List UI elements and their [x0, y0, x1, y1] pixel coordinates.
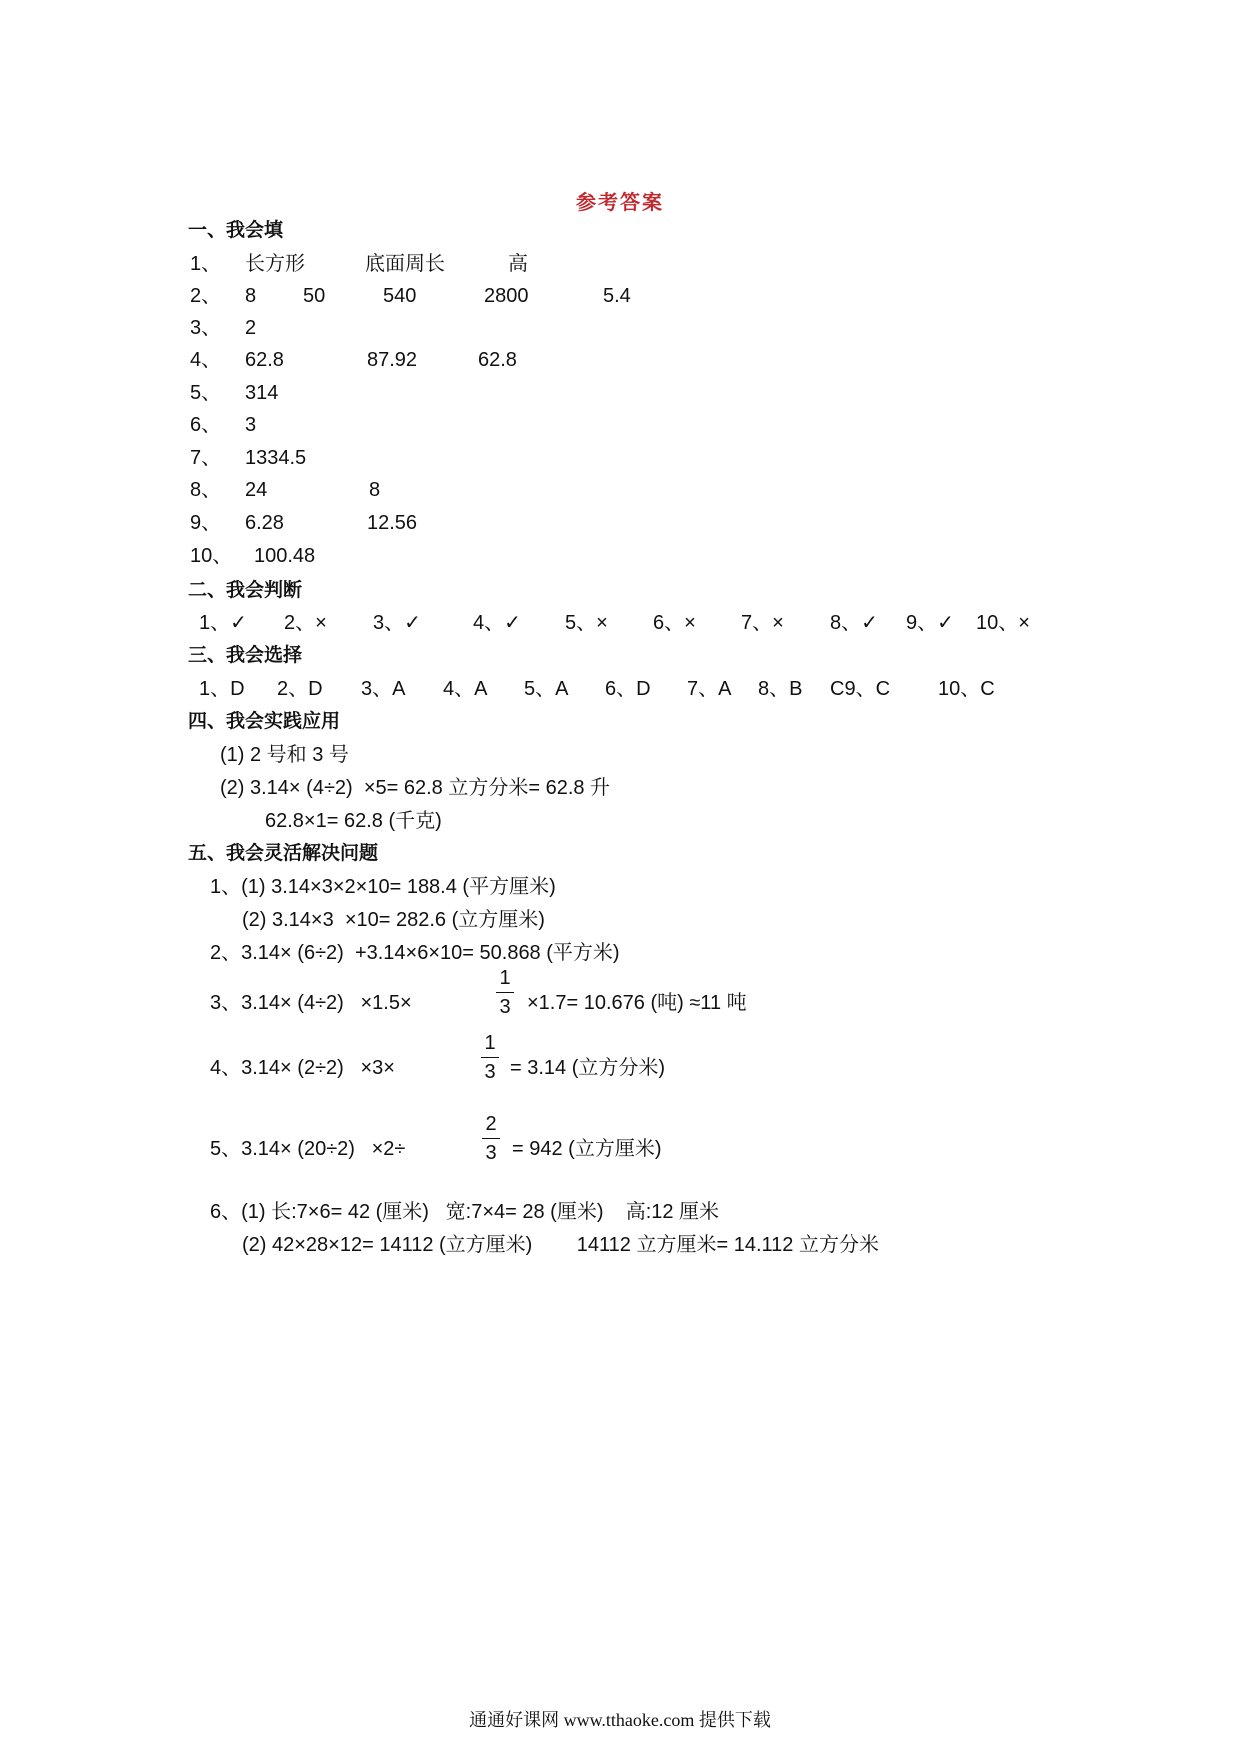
fraction-denominator: 3	[484, 1061, 496, 1083]
choose-item: 1、D	[199, 678, 245, 700]
fill-answer: 2	[245, 317, 257, 339]
fraction	[479, 1031, 501, 1084]
judge-item: 2、×	[284, 612, 327, 634]
fill-answer: 8	[369, 479, 381, 501]
fraction-numerator: 2	[485, 1113, 497, 1135]
solve-line: = 3.14 (立方分米)	[510, 1057, 666, 1079]
fill-answer: 3	[245, 414, 257, 436]
solve-line: 5、3.14× (20÷2) ×2÷	[210, 1138, 406, 1160]
solve-line: = 942 (立方厘米)	[512, 1138, 662, 1160]
fraction-numerator: 1	[499, 967, 511, 989]
fill-answer: 100.48	[254, 545, 316, 567]
fill-answer: 8	[245, 285, 257, 307]
solve-line: 1、(1) 3.14×3×2×10= 188.4 (平方厘米)	[210, 876, 556, 898]
fill-answer: 5.4	[603, 285, 631, 307]
fraction	[480, 1112, 502, 1165]
choose-item: 3、A	[361, 678, 406, 700]
judge-item: 1、✓	[199, 612, 247, 634]
choose-item: 10、C	[938, 678, 995, 700]
judge-item: 3、✓	[373, 612, 421, 634]
choose-item: 7、A	[687, 678, 732, 700]
solve-line: (2) 42×28×12= 14112 (立方厘米) 14112 立方厘米= 14.112 立方分米	[242, 1234, 879, 1256]
fill-item-number: 6、	[190, 414, 222, 436]
fill-answer: 62.8	[478, 349, 517, 371]
fraction-numerator: 1	[484, 1032, 496, 1054]
fill-item-number: 2、	[190, 285, 222, 307]
fill-item-number: 7、	[190, 447, 222, 469]
fraction-denominator: 3	[499, 996, 511, 1018]
fill-answer: 50	[303, 285, 326, 307]
page-title: 参考答案	[576, 192, 664, 214]
fill-answer: 1334.5	[245, 447, 307, 469]
solve-line: 3、3.14× (4÷2) ×1.5×	[210, 992, 412, 1014]
fill-answer: 540	[383, 285, 417, 307]
choose-item: 8、B	[758, 678, 803, 700]
practice-line: (2) 3.14× (4÷2) ×5= 62.8 立方分米= 62.8 升	[220, 777, 611, 799]
choose-item: C9、C	[830, 678, 891, 700]
choose-item: 4、A	[443, 678, 488, 700]
section-heading-choose: 三、我会选择	[188, 645, 303, 666]
fill-answer: 6.28	[245, 512, 284, 534]
solve-line: 6、(1) 长:7×6= 42 (厘米) 宽:7×4= 28 (厘米) 高:12 厘米	[210, 1201, 720, 1223]
fill-answer: 长方形	[245, 253, 305, 275]
fill-answer: 12.56	[367, 512, 418, 534]
judge-item: 9、✓	[906, 612, 954, 634]
fraction	[494, 966, 516, 1019]
fill-answer: 62.8	[245, 349, 284, 371]
fill-answer: 2800	[484, 285, 529, 307]
judge-item: 8、✓	[830, 612, 878, 634]
judge-item: 10、×	[976, 612, 1030, 634]
choose-item: 5、A	[524, 678, 569, 700]
section-heading-practice: 四、我会实践应用	[188, 711, 341, 732]
fill-answer: 314	[245, 382, 279, 404]
fill-item-number: 4、	[190, 349, 222, 371]
section-heading-judge: 二、我会判断	[188, 580, 303, 601]
fill-answer: 高	[508, 253, 528, 275]
section-heading-fill: 一、我会填	[188, 220, 284, 241]
fill-item-number: 1、	[190, 253, 222, 275]
solve-line: (2) 3.14×3 ×10= 282.6 (立方厘米)	[242, 909, 545, 931]
fill-answer: 87.92	[367, 349, 418, 371]
judge-item: 5、×	[565, 612, 608, 634]
solve-line: 2、3.14× (6÷2) +3.14×6×10= 50.868 (平方米)	[210, 942, 620, 964]
fill-item-number: 3、	[190, 317, 222, 339]
fill-item-number: 10、	[190, 545, 233, 567]
section-heading-solve: 五、我会灵活解决问题	[188, 843, 379, 864]
fill-item-number: 9、	[190, 512, 222, 534]
judge-item: 6、×	[653, 612, 696, 634]
judge-item: 7、×	[741, 612, 784, 634]
fraction-bar	[482, 1138, 500, 1139]
fill-item-number: 5、	[190, 382, 222, 404]
fill-answer: 24	[245, 479, 268, 501]
fill-answer: 底面周长	[365, 253, 445, 275]
practice-line: (1) 2 号和 3 号	[220, 744, 349, 766]
solve-line: ×1.7= 10.676 (吨) ≈11 吨	[527, 992, 747, 1014]
fraction-bar	[481, 1057, 499, 1058]
footer-credit: 通通好课网 www.tthaoke.com 提供下载	[469, 1710, 771, 1730]
choose-item: 6、D	[605, 678, 651, 700]
fill-item-number: 8、	[190, 479, 222, 501]
judge-item: 4、✓	[473, 612, 521, 634]
practice-line: 62.8×1= 62.8 (千克)	[265, 810, 442, 832]
choose-item: 2、D	[277, 678, 323, 700]
fraction-denominator: 3	[485, 1142, 497, 1164]
fraction-bar	[496, 992, 514, 993]
solve-line: 4、3.14× (2÷2) ×3×	[210, 1057, 395, 1079]
